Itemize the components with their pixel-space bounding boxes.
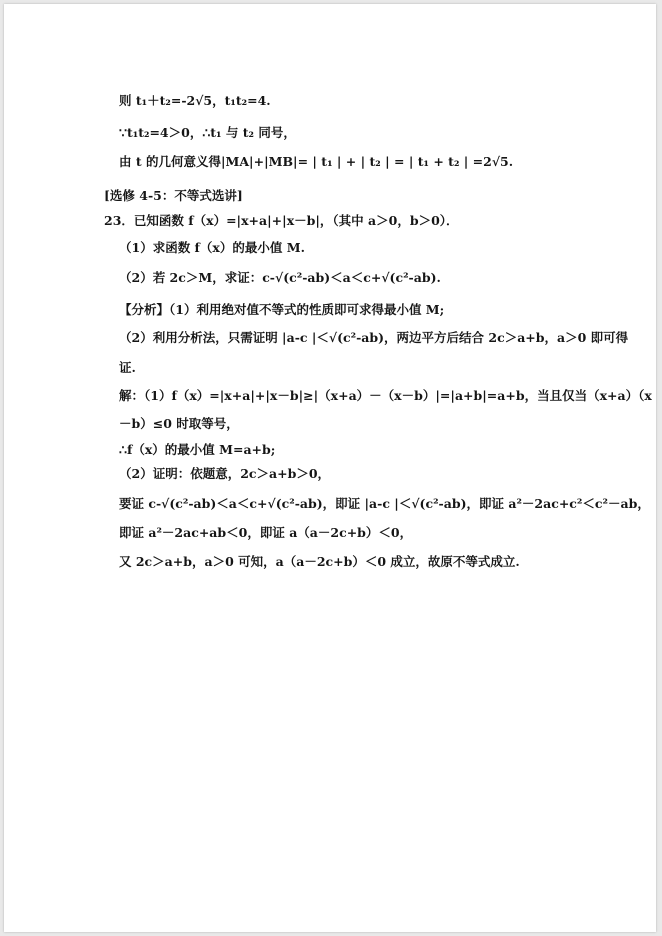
text-line: （1）求函数 f（x）的最小值 M. — [119, 240, 305, 255]
document-page — [4, 4, 656, 932]
problem-statement: 23．已知函数 f（x）=|x+a|+|x－b|，（其中 a＞0，b＞0）． — [104, 213, 459, 228]
text-line: ∵t₁t₂=4＞0，∴t₁ 与 t₂ 同号， — [119, 125, 296, 140]
text-line: ∴f（x）的最小值 M=a+b; — [119, 442, 276, 457]
analysis-line: 【分析】（1）利用绝对值不等式的性质即可求得最小值 M; — [119, 302, 445, 317]
text-line: 即证 a²－2ac+ab＜0，即证 a（a－2c+b）＜0， — [119, 525, 413, 540]
text-line: 证. — [119, 360, 136, 375]
solution-line: 解：（1）f（x）=|x+a|+|x－b|≥|（x+a）－（x－b）|=|a+b|=a+b，当且仅当（x+a）（x — [119, 388, 652, 403]
text-line: （2）证明：依题意，2c＞a+b＞0， — [119, 466, 331, 481]
text-line: （2）利用分析法，只需证明 |a-c |＜√(c²-ab)，两边平方后结合 2c＞a+b，a＞0 即可得 — [119, 330, 629, 345]
text-line: 要证 c-√(c²-ab)＜a＜c+√(c²-ab)，即证 |a-c |＜√(c²-ab)，即证 a²－2ac+c²＜c²－ab， — [119, 496, 650, 511]
text-line: 则 t₁＋t₂=-2√5，t₁t₂=4. — [119, 93, 271, 108]
text-line: （2）若 2c＞M，求证：c-√(c²-ab)＜a＜c+√(c²-ab). — [119, 270, 441, 285]
section-heading: [选修 4-5：不等式选讲] — [104, 188, 243, 203]
text-line: －b）≤0 时取等号， — [119, 416, 239, 431]
text-line: 由 t 的几何意义得|MA|+|MB|= | t₁ | + | t₂ | = | t₁ + t₂ | =2√5. — [119, 154, 514, 169]
text-line: 又 2c＞a+b，a＞0 可知，a（a－2c+b）＜0 成立，故原不等式成立. — [119, 554, 520, 569]
